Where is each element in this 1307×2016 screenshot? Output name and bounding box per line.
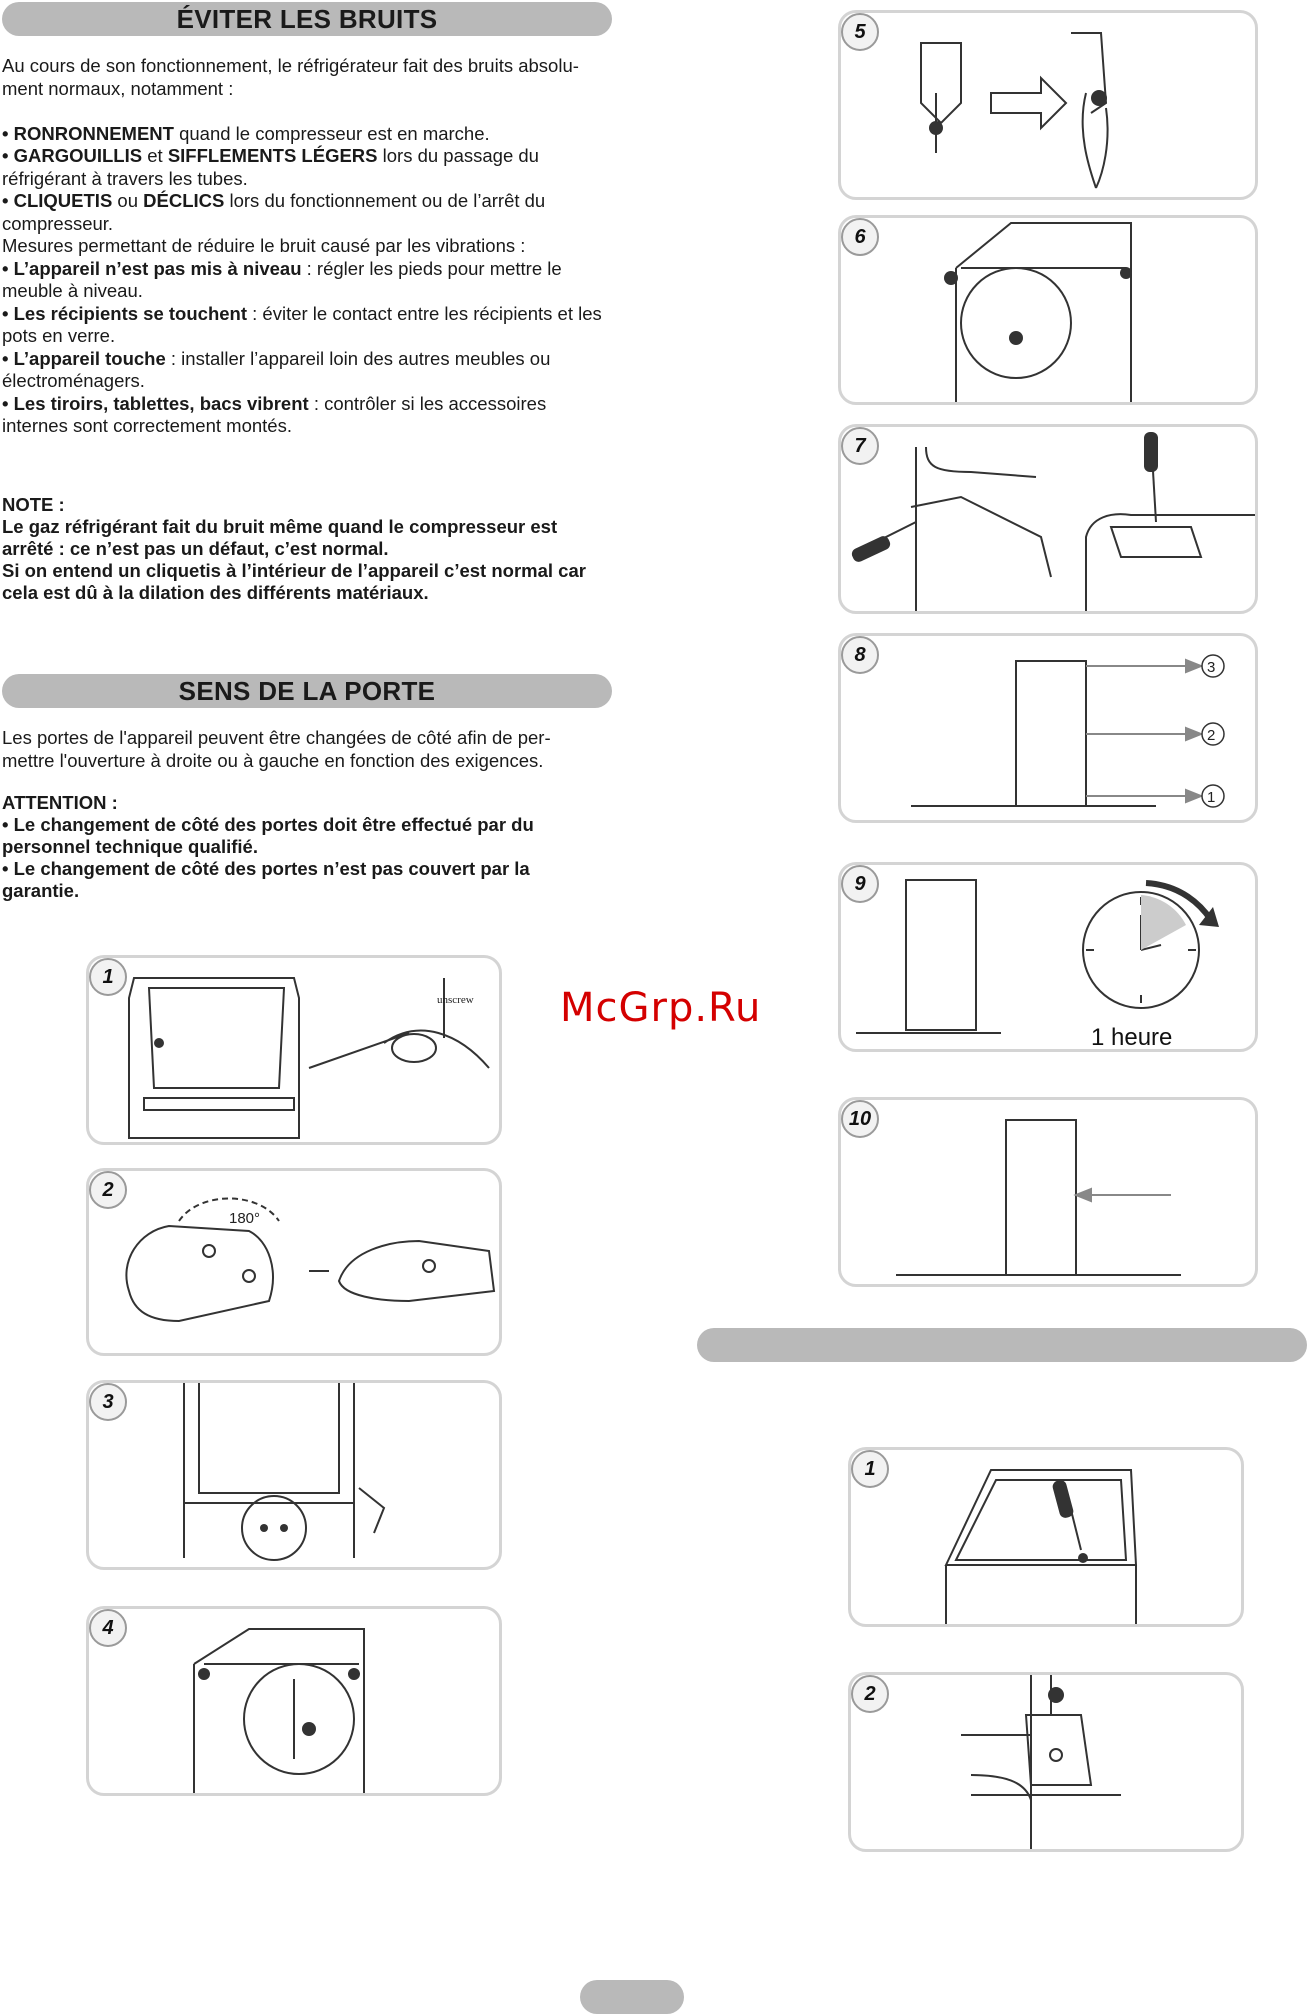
step-panel-bottom-2 bbox=[848, 1672, 1244, 1852]
step-number: 9 bbox=[841, 865, 879, 903]
step-3-illustration bbox=[89, 1383, 502, 1570]
step-number: 7 bbox=[841, 427, 879, 465]
note-block bbox=[2, 494, 602, 604]
attention-title: ATTENTION : bbox=[2, 792, 118, 813]
step-number: 6 bbox=[841, 218, 879, 256]
rotate-180-label: 180° bbox=[229, 1210, 261, 1227]
step-panel-right-7 bbox=[838, 424, 1258, 614]
step-panel-right-8 bbox=[838, 633, 1258, 823]
step-number: 2 bbox=[89, 1171, 127, 1209]
measure-item: • L’appareil touche : installer l’appareil loin des autres meubles ou électroménagers. bbox=[2, 347, 551, 391]
watermark: McGrp.Ru bbox=[560, 985, 762, 1031]
step-8-illustration bbox=[841, 636, 1258, 823]
step-panel-right-5 bbox=[838, 10, 1258, 200]
bottom-step-1-illustration bbox=[851, 1450, 1244, 1627]
bottom-step-2-illustration bbox=[851, 1675, 1244, 1852]
one-hour-label: 1 heure bbox=[1091, 1024, 1173, 1051]
noise-intro: Au cours de son fonctionnement, le réfrigérateur fait des bruits absolu-ment normaux, notamment : bbox=[2, 55, 579, 99]
step-number: 4 bbox=[89, 1609, 127, 1647]
step-5-illustration bbox=[841, 13, 1258, 200]
noise-text bbox=[2, 55, 607, 438]
step-panel-left-3 bbox=[86, 1380, 502, 1570]
step-9-illustration bbox=[841, 865, 1258, 1052]
step-1-illustration bbox=[89, 958, 502, 1145]
door-intro bbox=[2, 727, 592, 772]
noise-bullet: • GARGOUILLIS et SIFFLEMENTS LÉGERS lors du passage du réfrigérant à travers les tubes. bbox=[2, 145, 539, 189]
attention-block bbox=[2, 792, 582, 902]
step-number: 8 bbox=[841, 636, 879, 674]
step-panel-right-9 bbox=[838, 862, 1258, 1052]
step-panel-left-4 bbox=[86, 1606, 502, 1796]
step-panel-left-1 bbox=[86, 955, 502, 1145]
step-4-illustration bbox=[89, 1609, 502, 1796]
step-number: 5 bbox=[841, 13, 879, 51]
note-line: Si on entend un cliquetis à l’intérieur de l’appareil c’est normal car cela est dû à la dilation des différents matériaux. bbox=[2, 560, 586, 603]
noise-bullet: • RONRONNEMENT quand le compresseur est en marche. bbox=[2, 122, 490, 144]
unscrew-label: unscrew bbox=[437, 994, 474, 1006]
marker-3: 3 bbox=[1207, 659, 1216, 676]
step-number: 3 bbox=[89, 1383, 127, 1421]
step-panel-right-6 bbox=[838, 215, 1258, 405]
measure-item: • Les tiroirs, tablettes, bacs vibrent : contrôler si les accessoires internes sont correctement montés. bbox=[2, 392, 547, 436]
step-10-illustration bbox=[841, 1100, 1258, 1287]
measure-item: • Les récipients se touchent : éviter le contact entre les récipients et les pots en verre. bbox=[2, 302, 602, 346]
step-number: 1 bbox=[89, 958, 127, 996]
attention-item: • Le changement de côté des portes n’est pas couvert par la garantie. bbox=[2, 858, 530, 901]
note-title: NOTE : bbox=[2, 494, 65, 515]
noise-bullet: • CLIQUETIS ou DÉCLICS lors du fonctionnement ou de l’arrêt du compresseur. bbox=[2, 190, 546, 234]
door-intro-text: Les portes de l'appareil peuvent être changées de côté afin de per-mettre l'ouverture à droite ou à gauche en fonction des exigences. bbox=[2, 727, 551, 771]
bottom-section-bar bbox=[697, 1328, 1307, 1362]
step-number: 2 bbox=[851, 1675, 889, 1713]
page-number-pill bbox=[580, 1980, 684, 2014]
step-7-illustration bbox=[841, 427, 1258, 614]
marker-1: 1 bbox=[1207, 789, 1216, 806]
step-6-illustration bbox=[841, 218, 1258, 405]
step-panel-left-2 bbox=[86, 1168, 502, 1356]
step-panel-bottom-1 bbox=[848, 1447, 1244, 1627]
step-panel-right-10 bbox=[838, 1097, 1258, 1287]
marker-2: 2 bbox=[1207, 727, 1216, 744]
step-number: 1 bbox=[851, 1450, 889, 1488]
attention-item: • Le changement de côté des portes doit être effectué par du personnel technique qualifié. bbox=[2, 814, 534, 857]
step-number: 10 bbox=[841, 1100, 879, 1138]
noise-section-title: ÉVITER LES BRUITS bbox=[2, 2, 612, 36]
step-2-illustration bbox=[89, 1171, 502, 1356]
door-section-title: SENS DE LA PORTE bbox=[2, 674, 612, 708]
note-line: Le gaz réfrigérant fait du bruit même quand le compresseur est arrêté : ce n’est pas un défaut, c’est normal. bbox=[2, 516, 558, 559]
measure-item: • L’appareil n’est pas mis à niveau : régler les pieds pour mettre le meuble à niveau. bbox=[2, 257, 562, 301]
measures-intro: Mesures permettant de réduire le bruit causé par les vibrations : bbox=[2, 235, 526, 256]
